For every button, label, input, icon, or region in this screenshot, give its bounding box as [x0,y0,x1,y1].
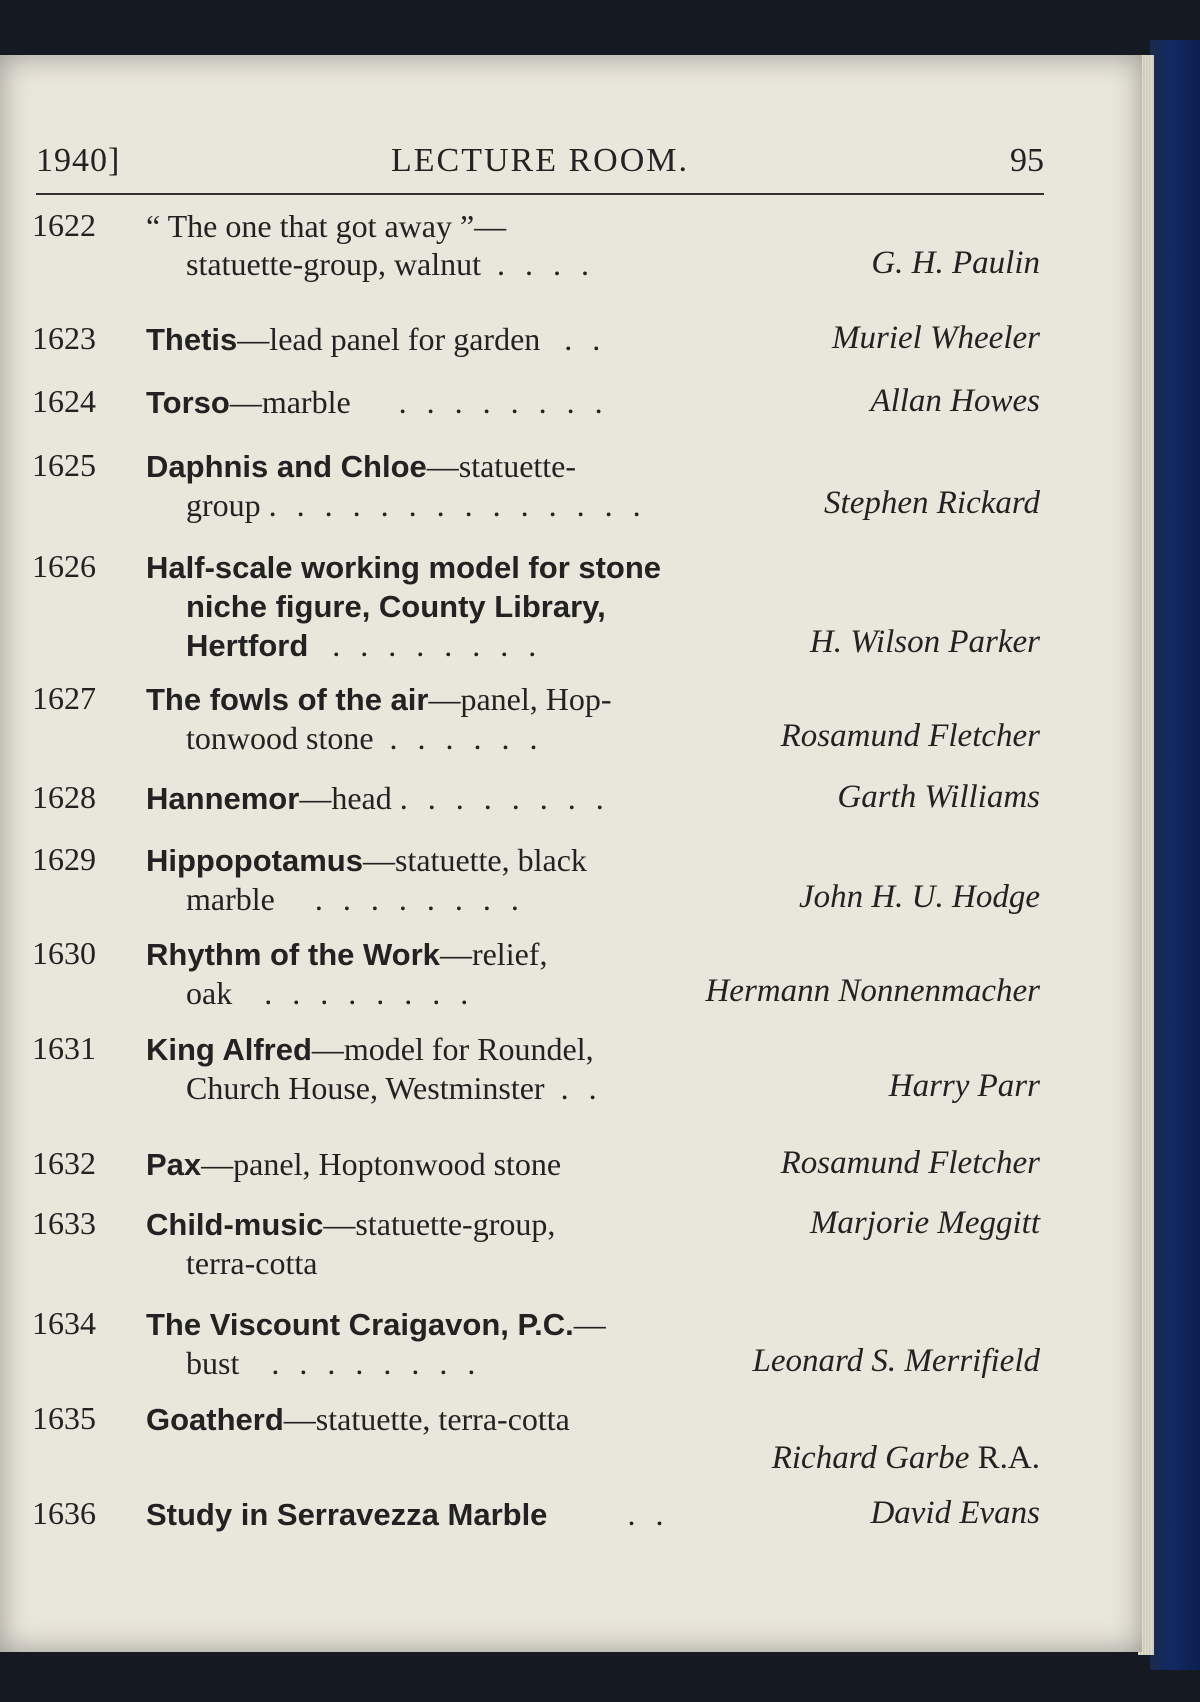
entry-bold-title: The Viscount Craigavon, P.C. [146,1307,574,1342]
book-page [0,55,1142,1652]
header-year: 1940] [36,142,121,179]
entry-bold-title: Pax [146,1147,202,1182]
entry-title [146,1400,736,1439]
leader-dots: . . . . . . [389,720,544,756]
entry-number: 1629 [32,841,96,877]
entry-title [146,1305,736,1382]
entry-number: 1622 [32,207,96,243]
entry-title-line: —statuette, terra-cotta [283,1401,570,1437]
entry-title [146,447,736,524]
page-number: 95 [1010,142,1044,179]
entry-number: 1627 [32,680,96,716]
leader-dots: . . . . . . . . [398,384,609,420]
entry-title-line: Church House, Westminster [186,1070,545,1106]
header-title: LECTURE ROOM. [391,142,689,179]
leader-dots: . . . . . . . . [264,975,475,1011]
entry-bold-title: King Alfred [146,1032,312,1067]
entry-number: 1632 [32,1145,96,1181]
entry-title [146,1030,736,1107]
entry-number: 1624 [32,383,96,419]
entry-number: 1633 [32,1205,96,1241]
entry-title-line: —statuette, black [363,842,587,878]
entry-bold-title: Thetis [146,322,238,357]
leader-dots: . . . . . . . . . . . . . . [268,487,647,523]
artist-name: David Evans [870,1495,1040,1531]
artist-name: Garth Williams [837,779,1040,815]
entry-title [146,383,736,422]
entry-title-line: —lead panel for garden [237,321,541,357]
entry-title-line: —marble [229,384,351,420]
entry-bold-title: Half-scale working model for stone [146,550,662,585]
artist-name: Harry Parr [888,1068,1040,1104]
entry-title [146,320,736,359]
entry-bold-title: Hannemor [146,781,300,816]
entry-title [146,935,736,1012]
entry-title-line: —panel, Hop- [428,681,612,717]
entry-title [146,1205,736,1282]
entry-title-line: —model for Roundel, [311,1031,594,1067]
entry-bold-title: The fowls of the air [146,682,429,717]
entry-title-line: “ The one that got away ”— [146,208,507,244]
entry-title-line: —panel, Hoptonwood stone [201,1146,562,1182]
leader-dots: . . . . . . . . [271,1345,482,1381]
artist-name: H. Wilson Parker [809,624,1040,660]
entry-bold-title: Rhythm of the Work [146,937,440,972]
entry-title-line: — [573,1306,606,1342]
artist-name: Muriel Wheeler [831,320,1040,356]
entry-bold-title: Torso [146,385,230,420]
artist-name: Rosamund Fletcher [780,718,1040,754]
artist-name: Marjorie Meggitt [809,1205,1040,1241]
entry-title [146,1495,736,1534]
entry-title-line: group [186,487,261,523]
entry-bold-title: niche figure, County Library, [186,589,606,624]
leader-dots: . . . . [497,246,596,282]
entry-title-line: oak [186,975,233,1011]
artist-name: Hermann Nonnenmacher [705,973,1040,1009]
entry-bold-title: Child-music [146,1207,324,1242]
artist-name: Rosamund Fletcher [780,1145,1040,1181]
artist-name: G. H. Paulin [871,245,1040,281]
leader-dots: . . [627,1496,670,1532]
artist-honour: R.A. [977,1440,1040,1476]
entry-title [146,207,736,283]
artist-name: Allan Howes [870,383,1040,419]
entry-title-line: marble [186,881,275,917]
entry-title [146,680,736,757]
artist-name: John H. U. Hodge [798,879,1040,915]
entry-bold-title: Study in Serravezza Marble [146,1497,548,1532]
leader-dots: . . [560,1070,603,1106]
entry-title-line: tonwood stone [186,720,374,756]
entry-title-line: —statuette- [426,448,577,484]
entry-title [146,779,736,818]
entry-title-line: —statuette-group, [323,1206,556,1242]
entry-bold-title: Hippopotamus [146,843,363,878]
entry-number: 1626 [32,548,96,584]
entry-title [146,841,736,918]
entry-number: 1623 [32,320,96,356]
leader-dots: . . . . . . . . [399,780,610,816]
entry-title-line: —relief, [439,936,548,972]
entry-title-line: statuette-group, walnut [186,246,482,282]
entry-title-line: —head [299,780,392,816]
entry-bold-title: Goatherd [146,1402,284,1437]
entry-title-line: bust [186,1345,240,1381]
artist-name: Stephen Rickard [824,485,1040,521]
artist-name: Leonard S. Merrifield [752,1343,1040,1379]
leader-dots: . . . . . . . . [332,627,543,663]
entry-number: 1630 [32,935,96,971]
entry-bold-title: Daphnis and Chloe [146,449,427,484]
artist-name-text: Richard Garbe [771,1440,970,1476]
entry-number: 1628 [32,779,96,815]
entry-number: 1636 [32,1495,96,1531]
entry-title-line: terra-cotta [186,1245,318,1281]
entry-title [146,548,736,665]
entry-number: 1631 [32,1030,96,1066]
leader-dots: . . [564,321,607,357]
entry-number: 1634 [32,1305,96,1341]
entry-number: 1625 [32,447,96,483]
book-cover-edge [1150,40,1200,1670]
entry-bold-title: Hertford [186,628,309,663]
artist-name [772,1440,1040,1477]
entry-title [146,1145,736,1184]
leader-dots: . . . . . . . . [314,881,525,917]
entry-number: 1635 [32,1400,96,1436]
header-rule [36,193,1044,195]
